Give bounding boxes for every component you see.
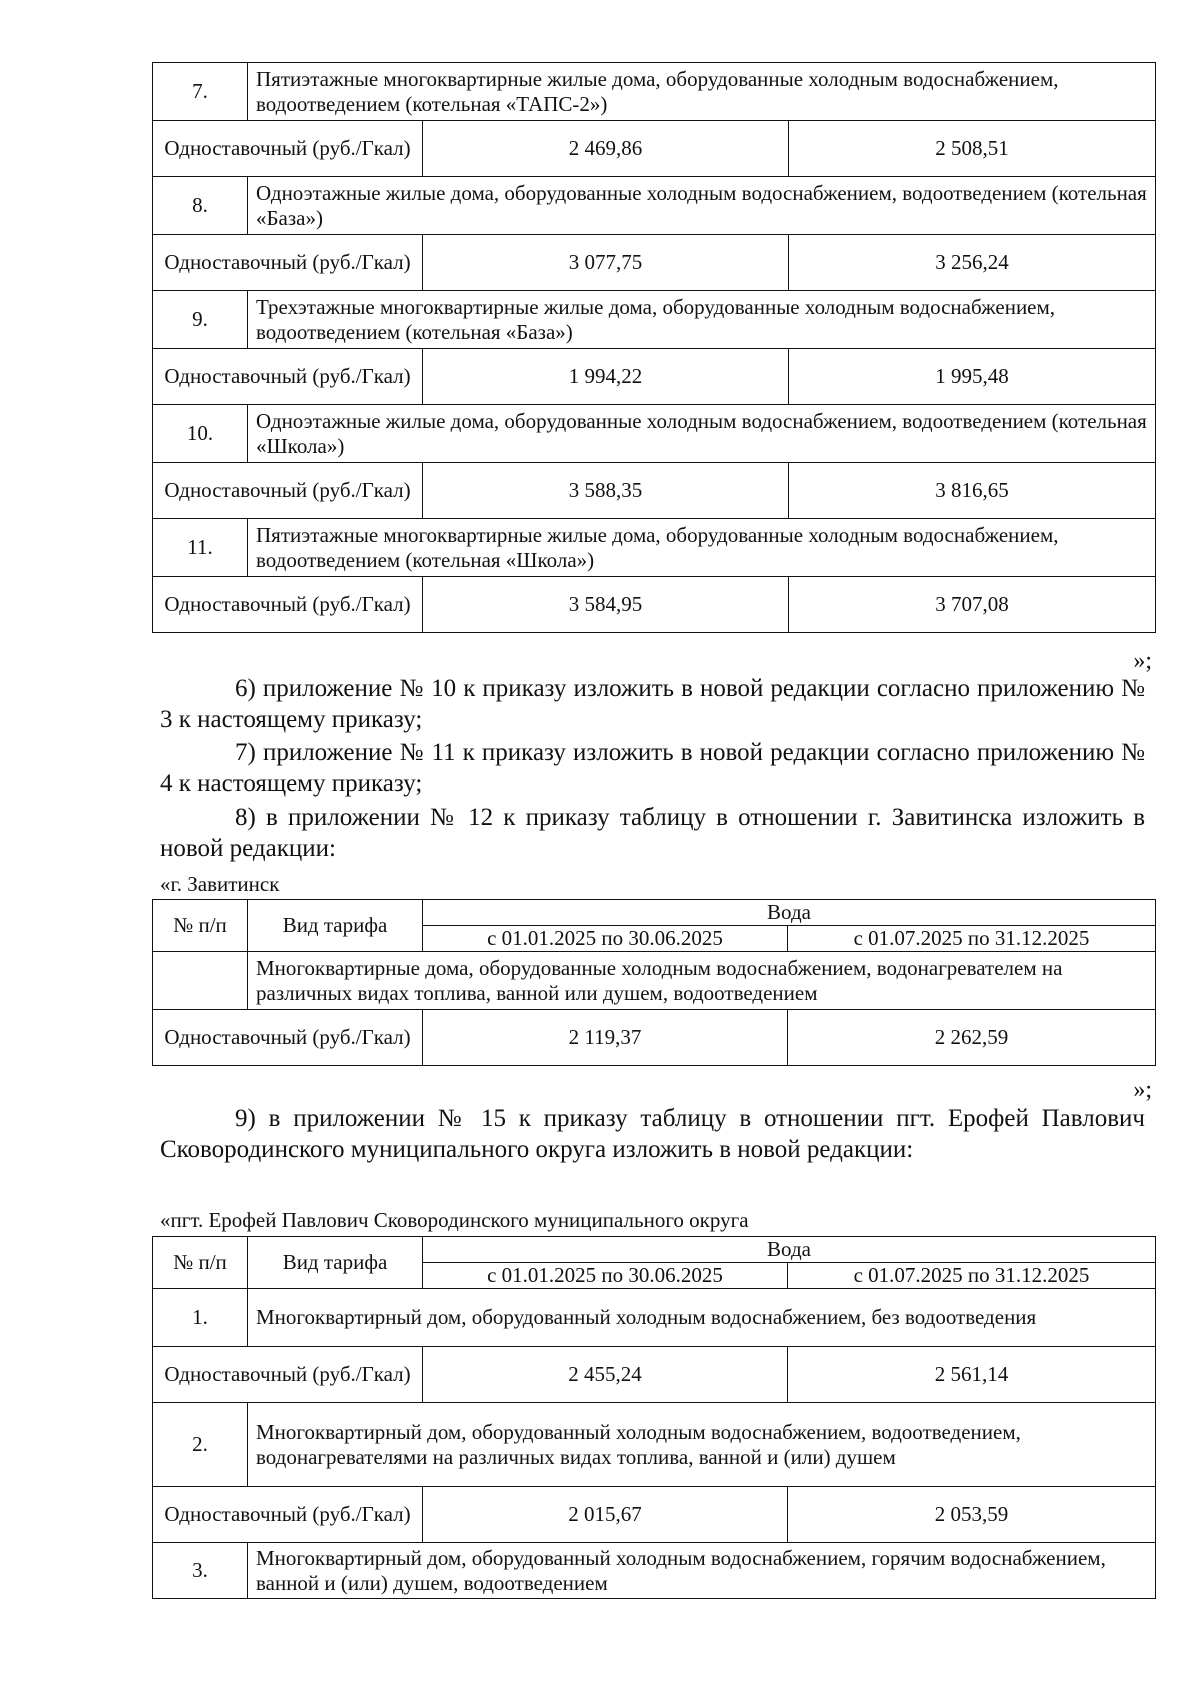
tariff-value-h2: 1 995,48 bbox=[789, 349, 1156, 405]
table-row bbox=[153, 519, 1156, 577]
row-description: Трехэтажные многоквартирные жилые дома, оборудованные холодным водоснабжением, водоотведением (котельная «База») bbox=[248, 291, 1156, 349]
header-water: Вода bbox=[423, 1237, 1156, 1263]
closing-quote: »; bbox=[1133, 648, 1152, 674]
table-row bbox=[153, 952, 1156, 1010]
row-number: 9. bbox=[153, 291, 248, 349]
row-description: Одноэтажные жилые дома, оборудованные холодным водоснабжением, водоотведением (котельная «База») bbox=[248, 177, 1156, 235]
row-description: Многоквартирный дом, оборудованный холодным водоснабжением, горячим водоснабжением, ванной и (или) душем, водоотведением bbox=[248, 1543, 1156, 1599]
table-row bbox=[153, 577, 1156, 633]
tariff-value-h2: 2 561,14 bbox=[788, 1347, 1156, 1403]
tariff-table-zavitinsk bbox=[152, 899, 1156, 1066]
header-tariff-type: Вид тарифа bbox=[248, 900, 423, 952]
row-number: 2. bbox=[153, 1403, 248, 1487]
tariff-value-h2: 3 816,65 bbox=[789, 463, 1156, 519]
tariff-type: Одноставочный (руб./Гкал) bbox=[153, 121, 423, 177]
tariff-value-h2: 3 707,08 bbox=[789, 577, 1156, 633]
table-row bbox=[153, 463, 1156, 519]
table-header-row bbox=[153, 1237, 1156, 1263]
row-description: Одноэтажные жилые дома, оборудованные холодным водоснабжением, водоотведением (котельная «Школа») bbox=[248, 405, 1156, 463]
tariff-value-h1: 3 077,75 bbox=[423, 235, 789, 291]
row-number: 3. bbox=[153, 1543, 248, 1599]
row-description: Пятиэтажные многоквартирные жилые дома, оборудованные холодным водоснабжением, водоотведением (котельная «Школа») bbox=[248, 519, 1156, 577]
table-caption-erofey-pavlovich: «пгт. Ерофей Павлович Сковородинского муниципального округа bbox=[160, 1208, 749, 1232]
table-row bbox=[153, 1010, 1156, 1066]
tariff-type: Одноставочный (руб./Гкал) bbox=[153, 1347, 423, 1403]
table-row bbox=[153, 177, 1156, 235]
row-description: Многоквартирный дом, оборудованный холодным водоснабжением, без водоотведения bbox=[248, 1289, 1156, 1347]
row-description: Пятиэтажные многоквартирные жилые дома, оборудованные холодным водоснабжением, водоотведением (котельная «ТАПС-2») bbox=[248, 63, 1156, 121]
paragraph-7-text: 7) приложение № 11 к приказу изложить в новой редакции согласно приложению № 4 к настоящему приказу; bbox=[160, 739, 1145, 797]
tariff-table-erofey-pavlovich bbox=[152, 1236, 1156, 1599]
row-number bbox=[153, 952, 248, 1010]
tariff-type: Одноставочный (руб./Гкал) bbox=[153, 349, 423, 405]
tariff-type: Одноставочный (руб./Гкал) bbox=[153, 235, 423, 291]
header-tariff-type: Вид тарифа bbox=[248, 1237, 423, 1289]
tariff-value-h1: 2 015,67 bbox=[423, 1487, 788, 1543]
tariff-value-h1: 2 469,86 bbox=[423, 121, 789, 177]
tariff-value-h2: 2 053,59 bbox=[788, 1487, 1156, 1543]
tariff-value-h1: 2 119,37 bbox=[423, 1010, 788, 1066]
header-number: № п/п bbox=[153, 1237, 248, 1289]
table-caption-zavitinsk: «г. Завитинск bbox=[160, 872, 280, 896]
header-period-1: с 01.01.2025 по 30.06.2025 bbox=[423, 926, 788, 952]
row-number: 7. bbox=[153, 63, 248, 121]
tariff-value-h1: 3 584,95 bbox=[423, 577, 789, 633]
paragraph-6 bbox=[160, 673, 1145, 735]
header-period-2: с 01.07.2025 по 31.12.2025 bbox=[788, 926, 1156, 952]
paragraph-8 bbox=[160, 802, 1145, 864]
table-row bbox=[153, 235, 1156, 291]
row-description: Многоквартирный дом, оборудованный холодным водоснабжением, водоотведением, водонагревателями на различных видах топлива, ванной и (или) душем bbox=[248, 1403, 1156, 1487]
tariff-value-h2: 2 262,59 bbox=[788, 1010, 1156, 1066]
header-period-2: с 01.07.2025 по 31.12.2025 bbox=[788, 1263, 1156, 1289]
tariff-value-h1: 1 994,22 bbox=[423, 349, 789, 405]
tariff-value-h2: 2 508,51 bbox=[789, 121, 1156, 177]
header-period-1: с 01.01.2025 по 30.06.2025 bbox=[423, 1263, 788, 1289]
tariff-type: Одноставочный (руб./Гкал) bbox=[153, 1487, 423, 1543]
table-header-row bbox=[153, 900, 1156, 926]
closing-quote-2: »; bbox=[1133, 1077, 1152, 1103]
table-row bbox=[153, 1347, 1156, 1403]
tariff-value-h2: 3 256,24 bbox=[789, 235, 1156, 291]
paragraph-9 bbox=[160, 1103, 1145, 1165]
paragraph-6-text: 6) приложение № 10 к приказу изложить в новой редакции согласно приложению № 3 к настоящему приказу; bbox=[160, 675, 1145, 733]
table-row bbox=[153, 63, 1156, 121]
tariff-table-continued bbox=[152, 62, 1156, 633]
paragraph-8-text: 8) в приложении № 12 к приказу таблицу в отношении г. Завитинска изложить в новой редакции: bbox=[160, 804, 1145, 862]
row-number: 10. bbox=[153, 405, 248, 463]
tariff-type: Одноставочный (руб./Гкал) bbox=[153, 577, 423, 633]
table-row bbox=[153, 1289, 1156, 1347]
table-row bbox=[153, 405, 1156, 463]
row-number: 11. bbox=[153, 519, 248, 577]
paragraph-7 bbox=[160, 737, 1145, 799]
tariff-type: Одноставочный (руб./Гкал) bbox=[153, 463, 423, 519]
row-number: 1. bbox=[153, 1289, 248, 1347]
table-row bbox=[153, 1403, 1156, 1487]
tariff-value-h1: 2 455,24 bbox=[423, 1347, 788, 1403]
header-number: № п/п bbox=[153, 900, 248, 952]
table-row bbox=[153, 121, 1156, 177]
table-row bbox=[153, 291, 1156, 349]
table-row bbox=[153, 1543, 1156, 1599]
tariff-value-h1: 3 588,35 bbox=[423, 463, 789, 519]
paragraph-9-text: 9) в приложении № 15 к приказу таблицу в отношении пгт. Ерофей Павлович Сковородинского муниципального округа изложить в новой редакции: bbox=[160, 1105, 1145, 1163]
row-description: Многоквартирные дома, оборудованные холодным водоснабжением, водонагревателем на различных видах топлива, ванной или душем, водоотведением bbox=[248, 952, 1156, 1010]
row-number: 8. bbox=[153, 177, 248, 235]
tariff-type: Одноставочный (руб./Гкал) bbox=[153, 1010, 423, 1066]
table-row bbox=[153, 1487, 1156, 1543]
table-row bbox=[153, 349, 1156, 405]
header-water: Вода bbox=[423, 900, 1156, 926]
